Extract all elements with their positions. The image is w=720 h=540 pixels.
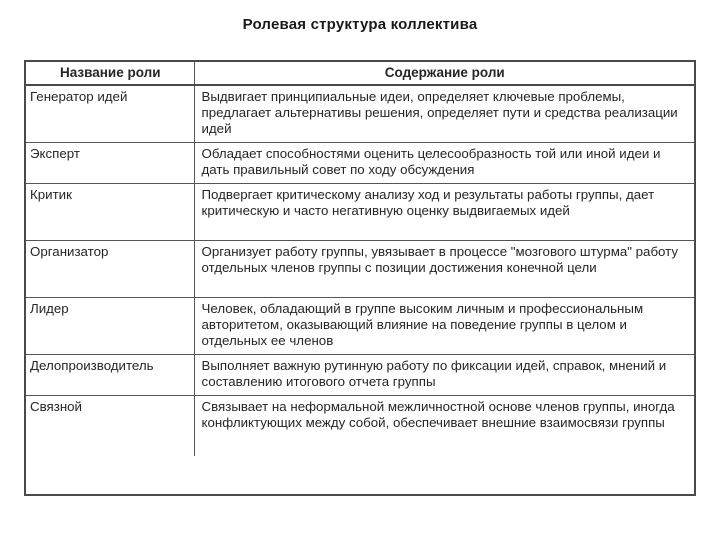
role-name-cell: Организатор	[26, 241, 194, 298]
roles-table-frame	[24, 60, 696, 496]
table-row	[26, 184, 694, 241]
role-content-cell: Организует работу группы, увязывает в процессе "мозгового штурма" работу отдельных членов группы с позиции достижения конечной цели	[194, 241, 694, 298]
table-row	[26, 85, 694, 143]
role-name-cell: Лидер	[26, 298, 194, 355]
role-content-cell: Связывает на неформальной межличностной основе членов группы, иногда конфликтующих между собой, обеспечивает внешние взаимосвязи группы	[194, 396, 694, 457]
page-title: Ролевая структура коллектива	[242, 16, 478, 33]
table-row	[26, 241, 694, 298]
role-name-cell: Делопроизводитель	[26, 355, 194, 396]
role-name-cell: Критик	[26, 184, 194, 241]
roles-table	[26, 62, 694, 456]
role-content-cell: Человек, обладающий в группе высоким личным и профессиональным авторитетом, оказывающий влияние на поведение группы в целом и отдельных ее членов	[194, 298, 694, 355]
table-row	[26, 396, 694, 457]
role-content-cell: Подвергает критическому анализу ход и результаты работы группы, дает критическую и часто негативную оценку выдвигаемых идей	[194, 184, 694, 241]
table-header-row	[26, 62, 694, 85]
header-role-content: Содержание роли	[194, 62, 694, 85]
role-content-cell: Выполняет важную рутинную работу по фиксации идей, справок, мнений и составлению итогового отчета группы	[194, 355, 694, 396]
role-content-cell: Обладает способностями оценить целесообразность той или иной идеи и дать правильный совет по ходу обсуждения	[194, 143, 694, 184]
header-role-name: Название роли	[26, 62, 194, 85]
role-name-cell: Эксперт	[26, 143, 194, 184]
role-name-cell: Генератор идей	[26, 85, 194, 143]
table-row	[26, 355, 694, 396]
role-name-cell: Связной	[26, 396, 194, 457]
table-row	[26, 298, 694, 355]
table-row	[26, 143, 694, 184]
role-content-cell: Выдвигает принципиальные идеи, определяет ключевые проблемы, предлагает альтернативы решения, определяет пути и средства реализации идей	[194, 85, 694, 143]
